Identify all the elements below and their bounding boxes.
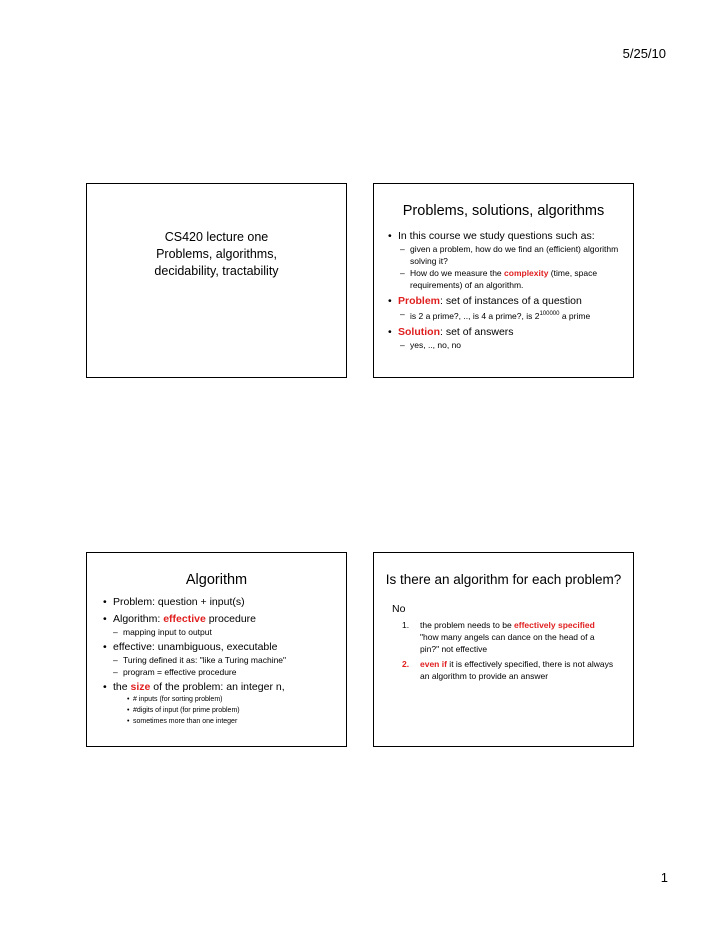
- sub-bullet-item: – How do we measure the complexity (time, space requirements) of an algorithm.: [374, 267, 633, 291]
- slide-body: [374, 603, 633, 682]
- slide-heading: Problems, solutions, algorithms: [402, 203, 605, 219]
- sub-bullet-item: – program = effective procedure: [87, 666, 346, 678]
- answer-no: No: [392, 603, 406, 615]
- title-line-3: decidability, tractability: [154, 264, 279, 278]
- highlight-term: complexity: [504, 268, 549, 278]
- item-number: 2.: [402, 659, 410, 669]
- page-number: 1: [660, 870, 668, 885]
- bullet-item: • the size of the problem: an integer n,: [87, 680, 346, 694]
- sub-bullet-item: – is 2 a prime?, .., is 4 a prime?, is $2^{100000}$ a prime: [374, 308, 633, 322]
- highlight-term: effective: [163, 613, 206, 625]
- bullet-list: [87, 595, 346, 727]
- bullet-item: • effective: unambiguous, executable: [87, 640, 346, 654]
- title-line-2: Problems, algorithms,: [156, 247, 277, 261]
- item-number: 1.: [402, 620, 410, 630]
- bullet-item: • Solution: set of answers: [374, 325, 633, 339]
- bullet-item: • Problem: set of instances of a question: [374, 294, 633, 308]
- numbered-item: 2. even if it is effectively specified, there is not always an algorithm to provide an answer: [402, 659, 614, 681]
- title-line-1: CS420 lecture one: [164, 230, 269, 244]
- bullet-item: • In this course we study questions such as:: [374, 229, 633, 243]
- highlight-term: even if: [420, 659, 447, 669]
- bullet-list: [374, 229, 633, 351]
- bullet-item: • Algorithm: effective procedure: [87, 612, 346, 626]
- highlight-term: Solution: [398, 325, 440, 338]
- highlight-term: Problem: [398, 295, 441, 307]
- numbered-item: 1. the problem needs to be effectively specified "how many angels can dance on the head of a pin?" not effective: [402, 620, 595, 654]
- slide-algorithm-existence: [373, 552, 634, 747]
- highlight-term: effectively specified: [514, 620, 595, 630]
- sub-sub-bullet-item: • #digits of input (for prime problem): [87, 705, 346, 716]
- sub-bullet-item: – mapping input to output: [87, 626, 346, 638]
- slide-heading: Is there an algorithm for each problem?: [385, 572, 622, 587]
- lecture-title: [87, 229, 346, 280]
- slide-heading: Algorithm: [185, 572, 248, 588]
- sub-sub-bullet-item: • sometimes more than one integer: [87, 716, 346, 727]
- highlight-term: size: [130, 681, 151, 693]
- bullet-item: • Problem: question + input(s): [87, 595, 346, 609]
- slide-algorithm: [86, 552, 347, 747]
- sub-sub-bullet-item: • # inputs (for sorting problem): [87, 694, 346, 705]
- header-date: 5/25/10: [622, 46, 666, 61]
- sub-bullet-item: – given a problem, how do we find an (efficient) algorithm solving it?: [374, 243, 633, 267]
- slide-problems-solutions: [373, 183, 634, 378]
- slide-title-card: [86, 183, 347, 378]
- sub-bullet-item: – Turing defined it as: "like a Turing machine": [87, 654, 346, 666]
- sub-bullet-item: – yes, .., no, no: [374, 339, 633, 351]
